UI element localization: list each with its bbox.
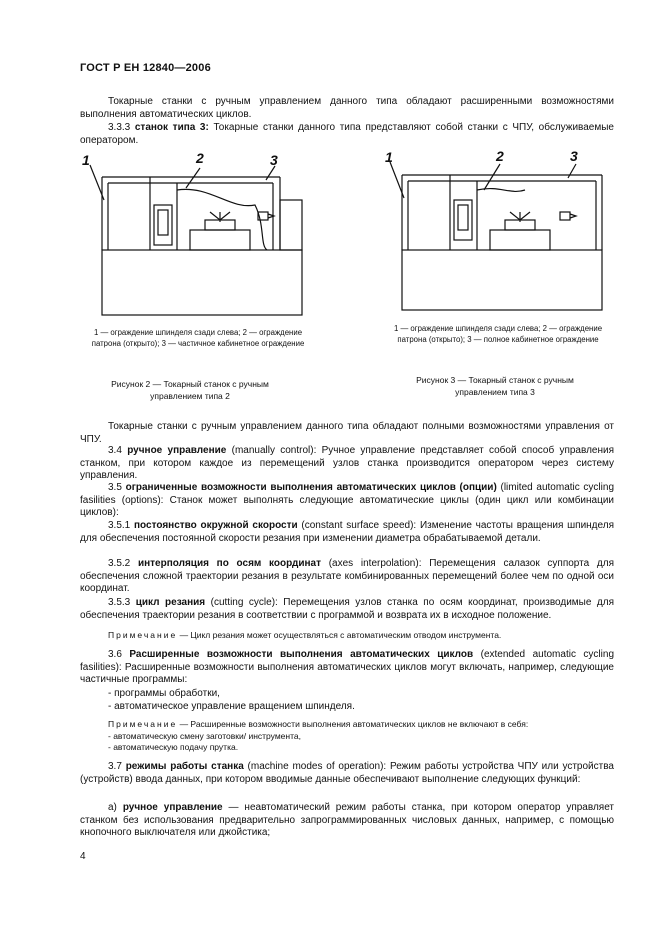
fig2-label-3: 3 bbox=[270, 152, 278, 168]
page-number: 4 bbox=[80, 851, 86, 862]
list-item: - автоматическую смену заготовки/ инструмента, bbox=[108, 731, 301, 741]
fig2-label-2: 2 bbox=[196, 150, 204, 166]
paragraph-3-5: 3.5 ограниченные возможности выполнения автоматических циклов (опции) (limited automatic cycling fasilities (options): Станок может выполнять следующие автоматические циклы (один цикл или комбинации циклов): bbox=[80, 482, 615, 518]
fig3-label-1: 1 bbox=[385, 149, 393, 165]
paragraph-3-6: 3.6 Расширенные возможности выполнения автоматических циклов (extended automatic cycling fasilities): Расширенные возможности выполнения автоматических циклов могут включать, например, следующие частичные программы: bbox=[80, 649, 614, 685]
figure-3-legend: 1 — ограждение шпинделя сзади слева; 2 — ограждение патрона (открыто); 3 — полное кабинетное ограждение bbox=[393, 324, 603, 344]
paragraph-3-5-1: 3.5.1 постоянство окружной скорости (constant surface speed): Изменение частоты вращения шпинделя для обеспечения постоянной скорости резания при изменении диаметра обрабатываемой детали. bbox=[80, 520, 614, 544]
list-item: - программы обработки, bbox=[108, 688, 220, 699]
document-header: ГОСТ Р ЕН 12840—2006 bbox=[80, 62, 211, 74]
list-excluded bbox=[80, 731, 614, 753]
figure-2-legend: 1 — ограждение шпинделя сзади слева; 2 — ограждение патрона (открыто); 3 — частичное кабинетное ограждение bbox=[91, 328, 305, 348]
figure-2-caption: Рисунок 2 — Токарный станок с ручным управлением типа 2 bbox=[111, 379, 269, 401]
note-cutting-cycle: Примечание — Цикл резания может осуществляться с автоматическим отводом инструмента. bbox=[108, 630, 502, 640]
figure-3-drawing bbox=[380, 150, 620, 320]
paragraph-3-4: 3.4 ручное управление (manually control): Ручное управление представляет собой способ управления станком, при котором каждое из перемещений узлов станка производится оператором через систему управления. bbox=[80, 445, 614, 481]
paragraph-a: а) ручное управление — неавтоматический режим работы станка, при котором оператор управляет станком без использования предварительно запрограммированных числовых данных, например, с помощью кнопочного выключателя или джойстика; bbox=[80, 802, 615, 838]
fig3-label-2: 2 bbox=[496, 148, 504, 164]
paragraph-3-7: 3.7 режимы работы станка (machine modes of operation): Режим работы устройства ЧПУ или устройства (устройств) ввода данных, при котором вводимые данные обеспечивают выполнение следующих функций: bbox=[80, 761, 614, 785]
fig2-label-1: 1 bbox=[82, 152, 90, 168]
paragraph-intro: Токарные станки с ручным управлением данного типа обладают расширенными возможностями выполнения автоматических циклов. bbox=[80, 96, 614, 120]
paragraph-3-5-3: 3.5.3 цикл резания (cutting cycle): Перемещения узлов станка по осям координат, производимые для обеспечения траектории резания в соответствии с программой и возврата их в исходное положение. bbox=[80, 597, 614, 621]
list-programs bbox=[80, 688, 614, 713]
list-item: - автоматическую подачу прутка. bbox=[108, 742, 239, 752]
paragraph-3-5-2: 3.5.2 интерполяция по осям координат (axes interpolation): Перемещения салазок суппорта для обеспечения сложной траектории резания в результате комбинированных перемещений более чем по одной оси координат. bbox=[80, 558, 614, 594]
figure-2-drawing bbox=[80, 150, 320, 325]
paragraph-3-3-3: 3.3.3 станок типа 3: Токарные станки данного типа представляют собой станки с ЧПУ, обслуживаемые оператором. bbox=[80, 122, 614, 146]
note-extended: Примечание — Расширенные возможности выполнения автоматических циклов не включают в себя: bbox=[108, 719, 529, 729]
paragraph-full-cnc: Токарные станки с ручным управлением данного типа обладают полными возможностями управления от ЧПУ. bbox=[80, 421, 614, 445]
list-item: - автоматическое управление вращением шпинделя. bbox=[108, 700, 355, 712]
figure-3-caption: Рисунок 3 — Токарный станок с ручным управлением типа 3 bbox=[416, 375, 574, 397]
fig3-label-3: 3 bbox=[570, 148, 578, 164]
